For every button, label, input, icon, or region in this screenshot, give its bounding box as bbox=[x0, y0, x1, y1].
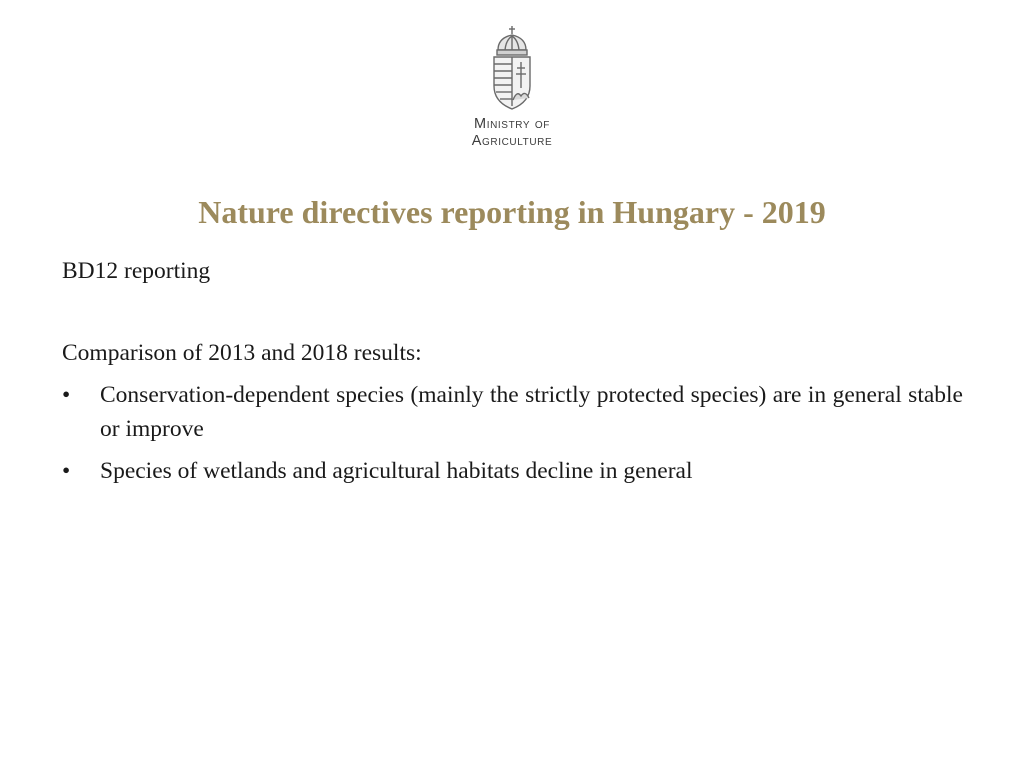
bullet-list bbox=[62, 378, 963, 488]
hungarian-coat-of-arms-icon bbox=[488, 24, 536, 112]
ministry-name bbox=[472, 116, 553, 150]
bullet-text: Species of wetlands and agricultural habitats decline in general bbox=[100, 458, 693, 484]
ministry-name-line2: Agriculture bbox=[471, 133, 553, 149]
slide-title: Nature directives reporting in Hungary - 2019 bbox=[198, 194, 826, 230]
bullet-text: Conservation-dependent species (mainly the strictly protected species) are in general stable or improve bbox=[100, 382, 963, 442]
bullet-icon: • bbox=[62, 382, 71, 408]
slide-body bbox=[62, 254, 963, 488]
bullet-icon: • bbox=[62, 458, 71, 484]
ministry-name-line1: Ministry of bbox=[474, 116, 550, 132]
subheading: BD12 reporting bbox=[62, 258, 211, 284]
ministry-logo bbox=[0, 24, 1024, 150]
bullet-item bbox=[62, 378, 963, 446]
intro-text: Comparison of 2013 and 2018 results: bbox=[62, 340, 422, 366]
bullet-item bbox=[62, 454, 963, 488]
